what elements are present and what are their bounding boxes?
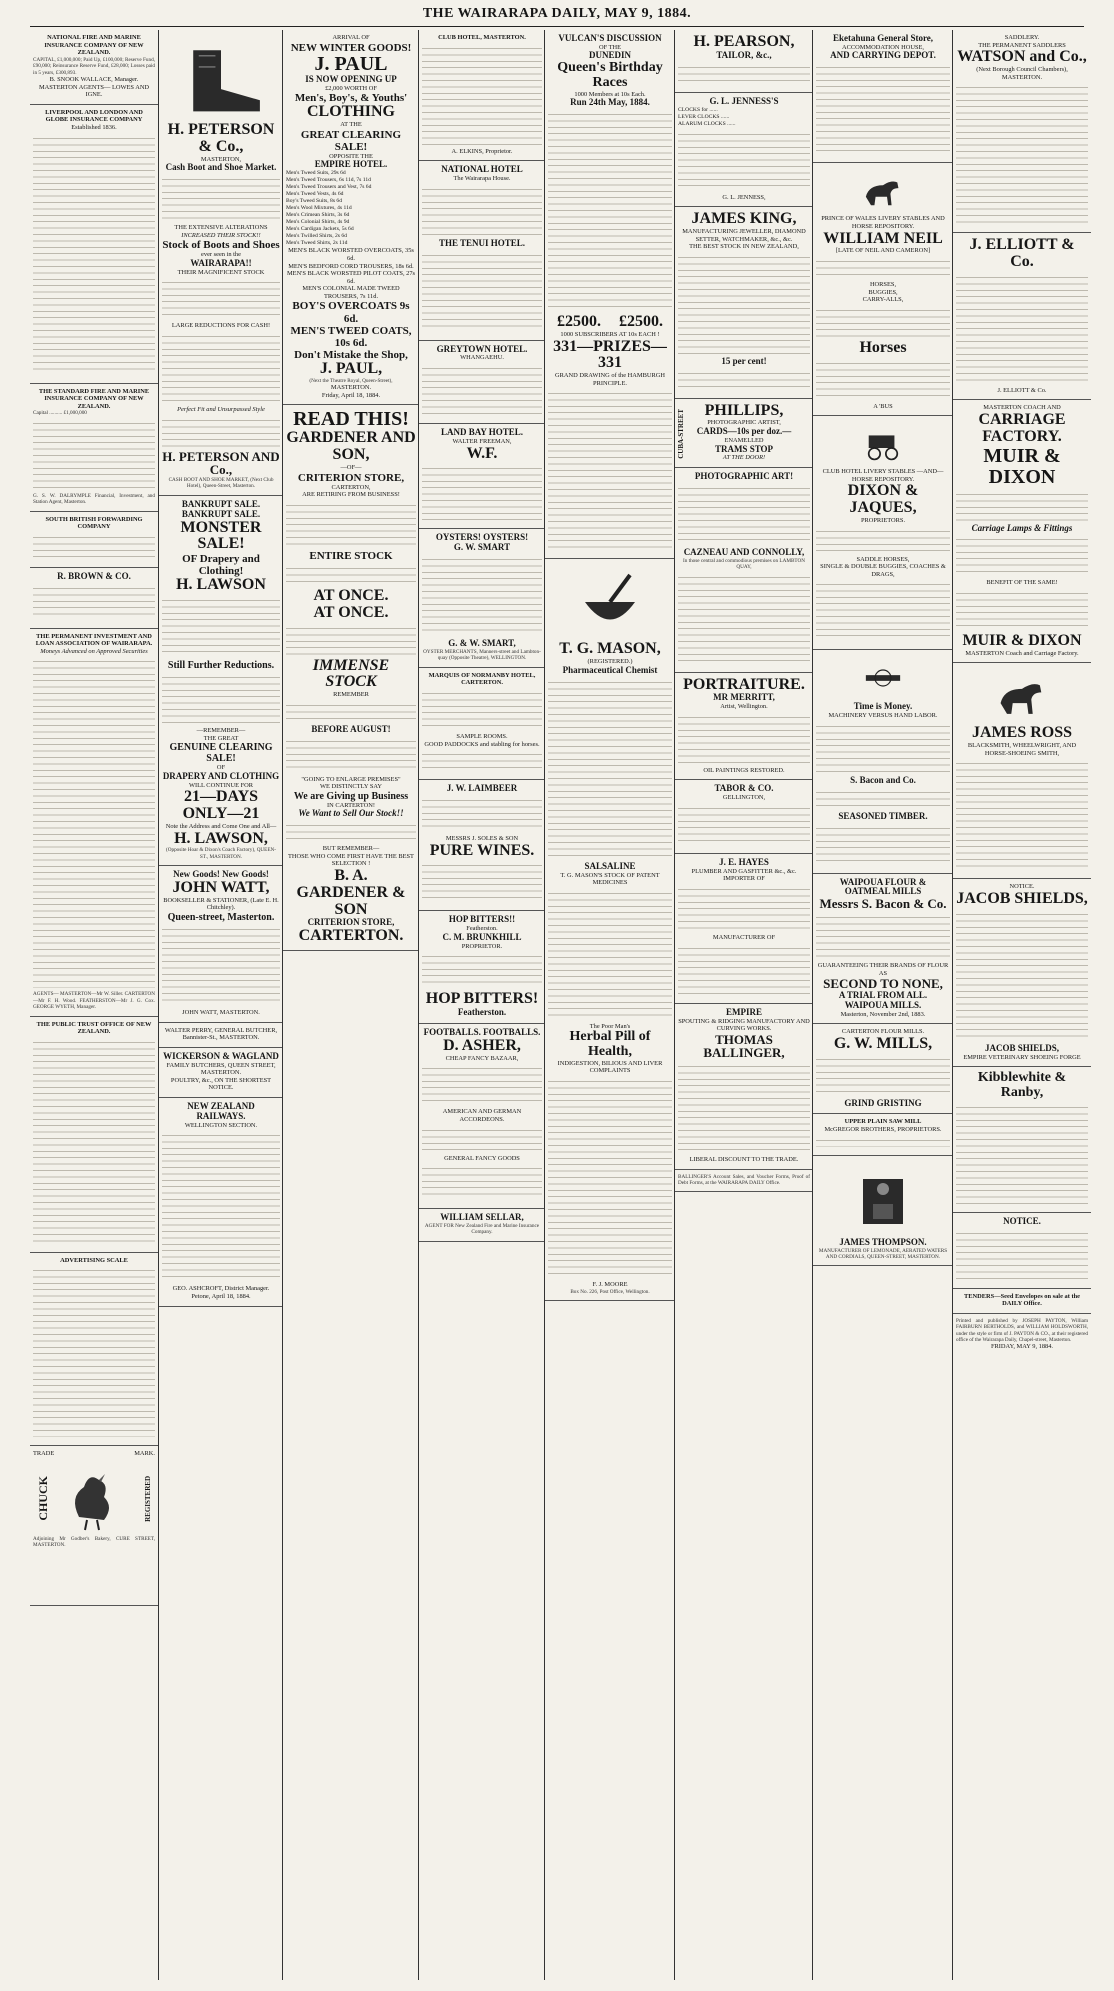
- ad-ballinger: EMPIRE SPOUTING & RIDGING MANUFACTORY AND CURVING WORKS. THOMAS BALLINGER, LIBERAL DISCOUNT TO THE TRADE.: [675, 1004, 813, 1170]
- ad-jpaul: ARRIVAL OF NEW WINTER GOODS! J. PAUL IS NOW OPENING UP £2,000 WORTH OF Men's, Boy's, & Youths' CLOTHING AT THE GREAT CLEARING SALE! OPPOSITE THE EMPIRE HOTEL. Men's Tweed Suits, 29s 6d Men's Tweed Trousers, 6s 11d, 7s 11d Men's Tweed Trousers and Vest, 7s 6d Men's Tweed Vests, 4s 6d Boy's Tweed Suits, 8s 6d Men's Wool Mixtures, 4s 11d Men's Crimean Shirts, 3s 6d Men's Colonial Shirts, 4s 9d Men's Cardigan Jackets, 5s 6d Men's Twilled Shirts, 2s 6d Men's Tweed Shirts, 2s 11d MEN'S BLACK WORSTED OVERCOATS, 35s 6d. MEN'S BEDFORD CORD TROUSERS, 18s 6d. MEN'S BLACK WORSTED PILOT COATS, 27s 6d. MEN'S COLONIAL MADE TWEED TROUSERS, 7s 11d. BOY'S OVERCOATS 9s 6d. MEN'S TWEED COATS, 10s 6d. Don't Mistake the Shop, J. PAUL, (Next the Theatre Royal, Queen-Street), MASTERTON. Friday, April 18, 1884.: [283, 30, 419, 405]
- text-block: [422, 556, 542, 636]
- text-block: [956, 1104, 1088, 1204]
- ad-standard-fire: THE STANDARD FIRE AND MARINE INSURANCE COMPANY OF NEW ZEALAND. Capital .......... £1,000,000 G. S. W. DALRYMPLE Financial, Investment, and Station Agent, Masterton.: [30, 384, 158, 512]
- text-block: [422, 690, 542, 730]
- text-block: [286, 738, 416, 773]
- ad-john-watt: New Goods! New Goods! JOHN WATT, BOOKSELLER & STATIONER, (Late E. H. Chitchley). Queen-street, Masterton. JOHN WATT, MASTERTON.: [159, 866, 283, 1022]
- text-block: [678, 574, 810, 664]
- ad-sellar: WILLIAM SELLAR, AGENT FOR New Zealand Fire and Marine Insurance Company.: [419, 1209, 545, 1242]
- text-block: [422, 797, 542, 832]
- text-block: [422, 751, 542, 771]
- text-block: [33, 585, 155, 620]
- ad-james-thompson: JAMES THOMPSON. MANUFACTURER OF LEMONADE, AERATED WATERS AND CORDIALS, QUEEN-STREET, MASTERTON.: [813, 1156, 953, 1267]
- ad-national-fire: NATIONAL FIRE AND MARINE INSURANCE COMPANY OF NEW ZEALAND. CAPITAL, £1,000,000; Paid Up, £100,000; Reserve Fund, £90,000; Reinsurance Reserve Fund, £28,000; Losses paid in 5 years, £300,893. B. SNOOK WALLACE, Manager. MASTERTON AGENTS— LOWES AND IGNE.: [30, 30, 158, 105]
- text-block: [678, 254, 810, 354]
- text-block: [422, 465, 542, 520]
- ad-greytown: GREYTOWN HOTEL. WHANGAEHU.: [419, 341, 545, 424]
- ad-brown: R. BROWN & CO.: [30, 568, 158, 629]
- ad-cazneau: PHOTOGRAPHIC ART! CAZNEAU AND CONNOLLY, In those central and commodious premises on LAMBTON QUAY,: [675, 468, 813, 673]
- text-block: [816, 307, 950, 337]
- text-block: [422, 1165, 542, 1200]
- text-block: [162, 597, 280, 657]
- price-item: Men's Tweed Shirts, 2s 11d: [286, 240, 348, 247]
- ad-phillips: CUBA-STREET PHILLIPS, PHOTOGRAPHIC ARTIST, CARDS—10s per doz.— ENAMELLED TRAMS STOP AT THE DOOR!: [675, 399, 813, 468]
- ad-gardener: READ THIS! GARDENER AND SON, —OF— CRITERION STORE, CARTERTON, ARE RETIRING FROM BUSINESS! ENTIRE STOCK AT ONCE. AT ONCE. IMMENSE STOCK REMEMBER BEFORE AUGUST! "GOING TO ENLARGE PREMISES" WE DISTINCTLY SAY We are Giving up Business IN CARTERTON! We Want to Sell Our Stock!! BUT REMEMBER— THOSE WHO COME FIRST HAVE THE BEST SELECTION ! B. A. GARDENER & SON CRITERION STORE, CARTERTON.: [283, 405, 419, 951]
- text-block: [422, 186, 542, 236]
- text-block: [162, 674, 280, 724]
- price-item: Men's Colonial Shirts, 4s 9d: [286, 219, 350, 226]
- text-block: [956, 760, 1088, 870]
- price-item: Men's Tweed Trousers, 6s 11d, 7s 11d: [286, 177, 371, 184]
- text-block: [678, 64, 810, 84]
- text-block: [286, 822, 416, 842]
- horse-icon: [838, 171, 928, 211]
- price-item: Men's Wool Mixtures, 4s 11d: [286, 205, 352, 212]
- carriage-icon: [838, 424, 928, 464]
- ad-laimbeer: J. W. LAIMBEER MESSRS J. SOLES & SON PURE WINES.: [419, 780, 545, 911]
- ad-dixon-jaques: CLUB HOTEL LIVERY STABLES —AND— HORSE REPOSITORY. DIXON & JAQUES, PROPRIETORS. SADDLE HORSES, SINGLE & DOUBLE BUGGIES, COACHES & DRAGS,: [813, 416, 953, 650]
- ad-permanent-investment: THE PERMANENT INVESTMENT AND LOAN ASSOCIATION OF WAIRARAPA. Moneys Advanced on Approved Securities AGENTS— MASTERTON—Mr W. Siller. CARTERTON—Mr F. H. Wood. FEATHERSTON—Mr J. G. Cox. GEORGE WYETH, Manager.: [30, 629, 158, 1017]
- ad-ballinger-forms: BALLINGER'S Account Sales, and Voucher Forms, Proof of Debt Forms, at the WAIRARAPA DAILY Office.: [675, 1170, 813, 1193]
- ad-lawson: BANKRUPT SALE. BANKRUPT SALE. MONSTER SALE! OF Drapery and Clothing! H. LAWSON Still Further Reductions. —REMEMBER— THE GREAT GENUINE CLEARING SALE! OF DRAPERY AND CLOTHING WILL CONTINUE FOR 21—DAYS ONLY—21 Note the Address and Come One and All— H. LAWSON, (Opposite Hoar & Dixon's Coach Factory), QUEEN-ST., MASTERTON.: [159, 496, 283, 866]
- price-item: Men's Cardigan Jackets, 5s 6d: [286, 226, 354, 233]
- ad-south-british: SOUTH BRITISH FORWARDING COMPANY: [30, 512, 158, 568]
- ad-william-neil: PRINCE OF WALES LIVERY STABLES AND HORSE REPOSITORY. WILLIAM NEIL [LATE OF NEIL AND CAMERON] HORSES, BUGGIES, CARRY-ALLS, Horses A 'BUS: [813, 163, 953, 416]
- ad-merritt: PORTRAITURE. MR MERRITT, Artist, Wellington. OIL PAINTINGS RESTORED.: [675, 673, 813, 781]
- ad-jenness: G. L. JENNESS'S CLOCKS for ...... LEVER CLOCKS ...... ALARUM CLOCKS ...... G. L. JENNESS,: [675, 93, 813, 207]
- text-block: [816, 64, 950, 154]
- ad-kibblewhite: Kibblewhite & Ranby,: [953, 1067, 1091, 1212]
- ad-upper-plain: UPPER PLAIN SAW MILL McGREGOR BROTHERS, PROPRIETORS.: [813, 1114, 953, 1155]
- text-block: [956, 1230, 1088, 1280]
- column-2: [158, 30, 283, 1980]
- ad-elliott: J. ELLIOTT & Co. J. ELLIOTT & Co.: [953, 233, 1091, 400]
- ad-advertising-scale: ADVERTISING SCALE: [30, 1253, 158, 1447]
- text-block: [816, 360, 950, 400]
- text-block: [33, 420, 155, 490]
- ad-bacon: Time is Money. MACHINERY VERSUS HAND LABOR. S. Bacon and Co. SEASONED TIMBER.: [813, 650, 953, 873]
- price-item: Men's Tweed Suits, 29s 6d: [286, 170, 346, 177]
- masthead-rule: [30, 26, 1084, 27]
- text-block: [162, 176, 280, 221]
- imprint: Printed and published by JOSEPH PAYTON, William FAIRBURN BERTHOLDS, and WILLIAM HOLDSWORTH, under the style or firm of J. PAYTON & CO., at their registered office of the Wairarapa Daily, Chapel-street, Masterton. FRIDAY, MAY 9, 1884.: [956, 1317, 1088, 1351]
- column-7: [812, 30, 953, 1980]
- text-block: [816, 528, 950, 553]
- text-block: [678, 485, 810, 545]
- ad-public-trust: THE PUBLIC TRUST OFFICE OF NEW ZEALAND.: [30, 1017, 158, 1253]
- text-block: [33, 658, 155, 988]
- text-block: [33, 135, 155, 375]
- ad-pearson: H. PEARSON, TAILOR, &c.,: [675, 30, 813, 93]
- text-block: [33, 1267, 155, 1437]
- text-block: [956, 911, 1088, 1041]
- rooster-icon: [49, 1462, 139, 1532]
- mortar-icon: [565, 567, 655, 637]
- ad-asher: FOOTBALLS. FOOTBALLS. D. ASHER, CHEAP FANCY BAZAAR, AMERICAN AND GERMAN ACCORDEONS. GENERAL FANCY GOODS: [419, 1024, 545, 1209]
- text-block: [548, 1078, 672, 1278]
- text-block: [422, 45, 542, 145]
- price-item: Men's Tweed Trousers and Vest, 7s 6d: [286, 184, 372, 191]
- ad-vulcan: VULCAN'S DISCUSSION OF THE DUNEDIN Queen's Birthday Races 1000 Members at 10s Each. Run 24th May, 1884. £2500. £2500. 1000 SUBSCRIBERS AT 10s EACH ! 331—PRIZES—331 GRAND DRAWING of the HAMBURGH PRINCIPLE.: [545, 30, 675, 559]
- price-item: Men's Tweed Vests, 4s 6d: [286, 191, 344, 198]
- column-4: [418, 30, 545, 1980]
- text-block: [678, 805, 810, 845]
- ad-walter-perry: WALTER PERRY, GENERAL BUTCHER, Bannister-St., MASTERTON.: [159, 1023, 283, 1048]
- boot-icon: [171, 38, 271, 118]
- text-block: [162, 333, 280, 403]
- text-block: [678, 1063, 810, 1153]
- text-block: [422, 1065, 542, 1105]
- columns: [30, 30, 1090, 1980]
- saw-icon: [838, 658, 928, 698]
- ad-national-hotel: NATIONAL HOTEL The Wairarapa House. THE TENUI HOTEL.: [419, 161, 545, 340]
- ad-muir-dixon: MASTERTON COACH AND CARRIAGE FACTORY. MUIR & DIXON Carriage Lamps & Fittings BENEFIT OF THE SAME! MUIR & DIXON MASTERTON Coach and Carriage Factory.: [953, 400, 1091, 663]
- text-block: [678, 714, 810, 764]
- column-5: [544, 30, 675, 1980]
- text-block: [422, 1127, 542, 1152]
- text-block: [816, 1137, 950, 1147]
- ad-tenders: TENDERS—Seed Envelopes on sale at the DAILY Office.: [953, 1289, 1091, 1314]
- ad-marquis: MARQUIS OF NORMANBY HOTEL, CARTERTON. SAMPLE ROOMS. GOOD PADDOCKS and stabling for horses.: [419, 668, 545, 780]
- text-block: [162, 279, 280, 319]
- text-block: [956, 84, 1088, 224]
- text-block: [548, 679, 672, 859]
- ad-waipoua: WAIPOUA FLOUR & OATMEAL MILLS Messrs S. Bacon & Co. GUARANTEEING THEIR BRANDS OF FLOUR AS SECOND TO NONE, A TRIAL FROM ALL. WAIPOUA MILLS. Masterton, November 2nd, 1883.: [813, 874, 953, 1025]
- text-block: [162, 926, 280, 1006]
- price-item: Men's Crimean Shirts, 3s 6d: [286, 212, 350, 219]
- column-1: [30, 30, 158, 1980]
- price-item: Boy's Tweed Suits, 8s 6d: [286, 198, 342, 205]
- text-block: [816, 789, 950, 809]
- column-8: [952, 30, 1091, 1980]
- ad-wickerson: WICKERSON & WAGLAND FAMILY BUTCHERS, QUEEN STREET, MASTERTON. POULTRY, &c., ON THE SHORTEST NOTICE.: [159, 1048, 283, 1098]
- ad-watson: SADDLERY. THE PERMANENT SADDLERS WATSON and Co., (Next Borough Council Chambers), MASTERTON.: [953, 30, 1091, 233]
- column-3: [282, 30, 419, 1980]
- mark-label: MARK.: [134, 1450, 155, 1458]
- text-block: [422, 252, 542, 332]
- ad-chuck-trademark: TRADE MARK. CHUCK REGISTERED Adjoining Mr Godber's Bakery, CURE STREET, MASTERTON.: [30, 1446, 158, 1606]
- machine-icon: [838, 1164, 928, 1234]
- price-item: Men's Twilled Shirts, 2s 6d: [286, 233, 347, 240]
- text-block: [956, 491, 1088, 521]
- text-block: [548, 390, 672, 550]
- ad-eketahuna: Eketahuna General Store, ACCOMMODATION HOUSE, AND CARRYING DEPOT.: [813, 30, 953, 163]
- text-block: [286, 565, 416, 585]
- ad-land-bay: LAND BAY HOTEL. WALTER FREEMAN, W.F.: [419, 424, 545, 529]
- text-block: [956, 274, 1088, 384]
- text-block: [422, 862, 542, 902]
- ad-peterson: H. PETERSON & Co., MASTERTON, Cash Boot and Shoe Market. THE EXTENSIVE ALTERATIONS INCREASED THEIR STOCK!! Stock of Boots and Shoes ever seen in the WAIRARAPA!! THEIR MAGNIFICENT STOCK LARGE REDUCTIONS FOR CASH! Perfect Fit and Unsurpassed Style H. PETERSON AND Co., CASH BOOT AND SHOE MARKET, (Next Club Hotel), Queen-Street, Masterton.: [159, 30, 283, 496]
- registered-vertical: REGISTERED: [144, 1476, 152, 1523]
- ad-club-hotel: CLUB HOTEL, MASTERTON. A. ELKINS, Proprietor.: [419, 30, 545, 161]
- price-list: [286, 170, 416, 247]
- ad-james-king: JAMES KING, MANUFACTURING JEWELLER, DIAMOND SETTER, WATCHMAKER, &c., &c. THE BEST STOCK IN NEW ZEALAND, 15 per cent!: [675, 207, 813, 398]
- text-block: [678, 886, 810, 931]
- text-block: [422, 953, 542, 988]
- text-block: [286, 702, 416, 722]
- text-block: [816, 723, 950, 773]
- text-block: [162, 1132, 280, 1282]
- ad-railways: NEW ZEALAND RAILWAYS. WELLINGTON SECTION. GEO. ASHCROFT, District Manager. Petone, April 18, 1884.: [159, 1098, 283, 1307]
- text-block: [816, 825, 950, 865]
- text-block: [816, 914, 950, 959]
- ad-tgmason: T. G. MASON, (REGISTERED.) Pharmaceutical Chemist SALSALINE T. G. MASON'S STOCK OF PATENT MEDICINES The Poor Man's Herbal Pill of Health, INDIGESTION, BILIOUS AND LIVER COMPLAINTS F. J. MOORE Box No. 226, Post Office, Wellington.: [545, 559, 675, 1301]
- chuck-vertical: CHUCK: [36, 1476, 50, 1522]
- text-block: [956, 536, 1088, 576]
- text-block: [816, 1056, 950, 1096]
- text-block: [548, 111, 672, 311]
- page-title: THE WAIRARAPA DAILY, MAY 9, 1884.: [422, 6, 692, 21]
- text-block: [422, 365, 542, 415]
- ad-liverpool-london: LIVERPOOL AND LONDON AND GLOBE INSURANCE COMPANY Established 1836.: [30, 105, 158, 384]
- text-block: [548, 890, 672, 1020]
- cuba-street-vertical: CUBA-STREET: [677, 408, 685, 459]
- text-block: [816, 581, 950, 641]
- text-block: [162, 417, 280, 447]
- text-block: [33, 534, 155, 559]
- text-block: [956, 590, 1088, 630]
- text-block: [816, 258, 950, 278]
- ad-oysters: OYSTERS! OYSTERS! G. W. SMART G. & W. SMART, OYSTER MERCHANTS, Manners-street and Lambton-quay (Opposite Theatre), WELLINGTON.: [419, 529, 545, 667]
- ad-jacob-shields: NOTICE. JACOB SHIELDS, JACOB SHIELDS, EMPIRE VETERINARY SHOEING FORGE: [953, 879, 1091, 1067]
- ad-hayes: J. E. HAYES PLUMBER AND GASFITTER &c., &c. IMPORTER OF MANUFACTURER OF: [675, 854, 813, 1004]
- trade-label: TRADE: [33, 1450, 55, 1458]
- text-block: [33, 1039, 155, 1244]
- ad-gw-mills: CARTERTON FLOUR MILLS. G. W. MILLS, GRIND GRISTING: [813, 1024, 953, 1114]
- text-block: [678, 370, 810, 390]
- ad-james-ross: JAMES ROSS BLACKSMITH, WHEELWRIGHT, AND HORSE-SHOEING SMITH,: [953, 663, 1091, 879]
- ad-notice: NOTICE.: [953, 1213, 1091, 1289]
- text-block: [286, 502, 416, 547]
- horse-icon: [977, 671, 1067, 721]
- masthead: [0, 4, 1114, 26]
- column-6: [674, 30, 813, 1980]
- text-block: [286, 625, 416, 655]
- text-block: [678, 945, 810, 995]
- ad-tabor: TABOR & CO. GELLINGTON,: [675, 780, 813, 853]
- ad-hop-bitters: HOP BITTERS!! Featherston. C. M. BRUNKHILL PROPRIETOR. HOP BITTERS! Featherston.: [419, 911, 545, 1024]
- text-block: [678, 131, 810, 191]
